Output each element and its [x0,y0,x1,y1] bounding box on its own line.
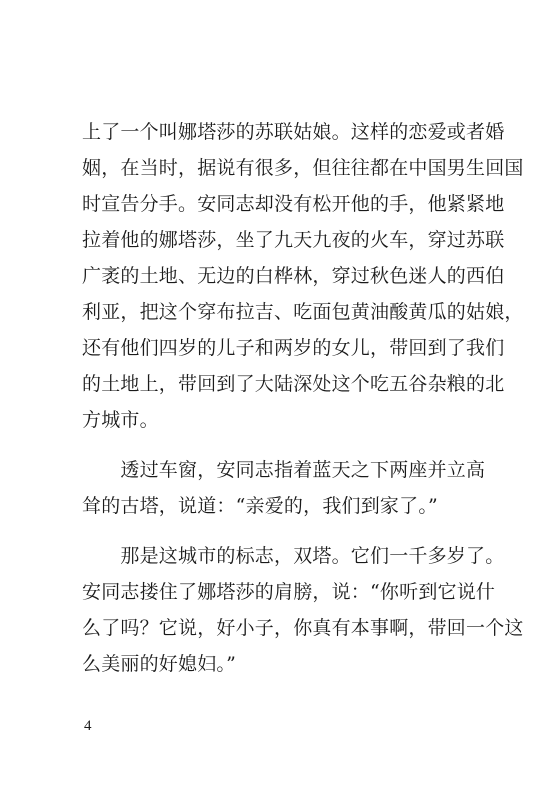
text-line: 姻，在当时，据说有很多，但往往都在中国男生回国 [82,157,524,179]
page-number: 4 [84,718,92,734]
text-line: 还有他们四岁的儿子和两岁的女儿，带回到了我们 [82,337,505,359]
paragraph-gap [82,524,482,538]
text-line: 拉着他的娜塔莎，坐了九天九夜的火车，穿过苏联 [82,229,505,251]
text-line: 么美丽的好媳妇。” [82,653,237,675]
text-line: 那是这城市的标志，双塔。它们一千多岁了。 [82,545,505,567]
paragraph-gap [82,438,482,452]
text-line: 上了一个叫娜塔莎的苏联姑娘。这样的恋爱或者婚 [82,121,505,143]
text-line: 安同志搂住了娜塔莎的肩膀，说：“你听到它说什 [82,581,496,603]
text-line: 的土地上，带回到了大陆深处这个吃五谷杂粮的北 [82,373,505,395]
text-line: 时宣告分手。安同志却没有松开他的手，他紧紧地 [82,193,505,215]
text-line: 广袤的土地、无边的白桦林，穿过秋色迷人的西伯 [82,265,505,287]
body-text [82,114,524,682]
text-line: 利亚，把这个穿布拉吉、吃面包黄油酸黄瓜的姑娘， [82,301,524,323]
text-line: 透过车窗，安同志指着蓝天之下两座并立高 [82,459,486,481]
text-line: 方城市。 [82,409,159,431]
text-line: 耸的古塔，说道：“亲爱的，我们到家了。” [82,495,438,517]
text-line: 么了吗？它说，好小子，你真有本事啊，带回一个这 [82,617,524,639]
